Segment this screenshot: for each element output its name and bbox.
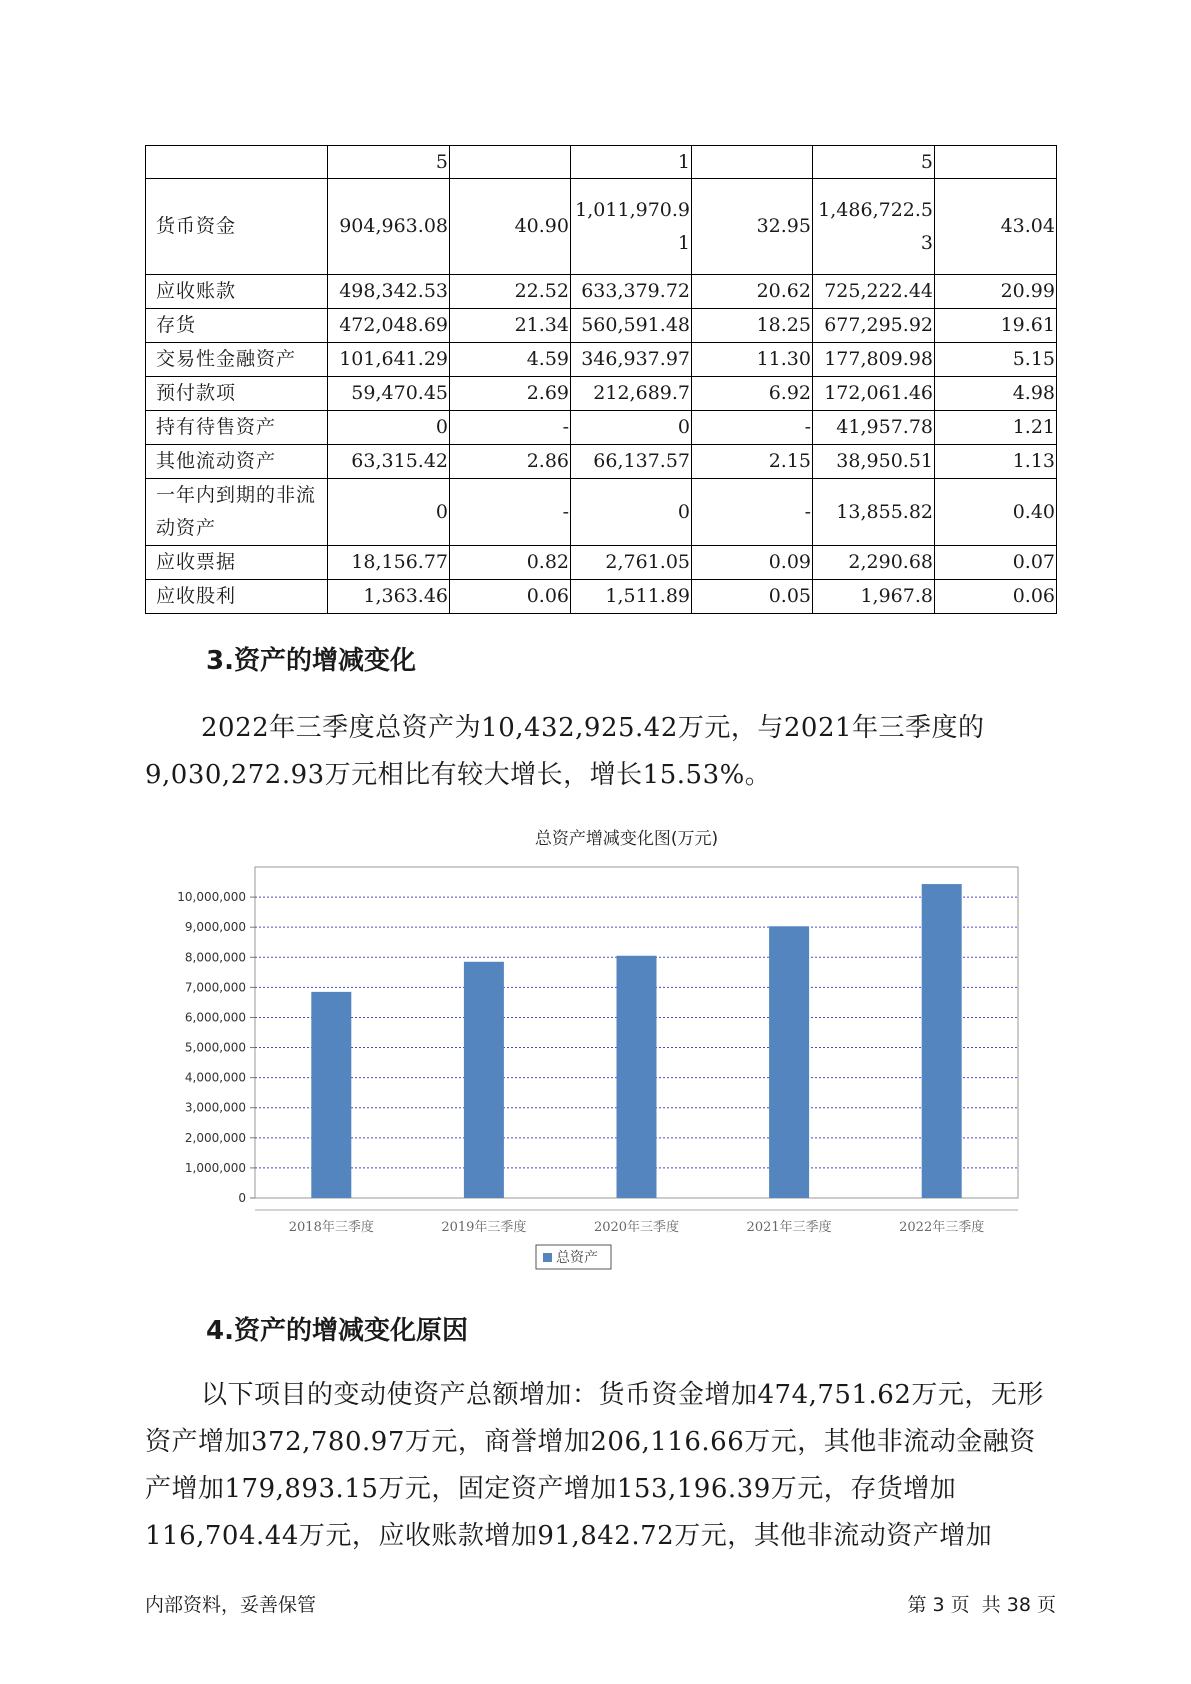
table-cell-text: 2.86: [526, 450, 569, 472]
table-cell-text: 1.21: [1012, 416, 1055, 438]
table-cell-text: 32.95: [756, 215, 811, 237]
bar: [464, 962, 504, 1198]
table-cell-text: 0: [435, 500, 448, 523]
table-cell-p3: [935, 179, 1057, 275]
table-cell-text: 18,156.77: [351, 551, 448, 573]
table-cell-text: 472,048.69: [339, 314, 448, 336]
table-cell-p2: [692, 275, 813, 309]
table-cell-text: 0: [677, 416, 690, 438]
table-cell-p2: [692, 445, 813, 479]
y-tick-label: 3,000,000: [184, 1100, 246, 1115]
asset-table: [145, 145, 1057, 614]
table-cell-v1: [328, 179, 450, 275]
table-cell-text: 0.82: [526, 551, 569, 573]
table-header-cell: [146, 146, 328, 179]
x-tick-label: 2020年三季度: [593, 1220, 680, 1235]
table-row: [146, 411, 1057, 445]
table-cell-text: 预付款项: [156, 382, 237, 404]
table-cell-text: 1.13: [1012, 450, 1055, 472]
legend-label: 总资产: [556, 1250, 598, 1266]
table-row: [146, 377, 1057, 411]
table-cell-v1: [328, 445, 450, 479]
table-cell-text: 20.62: [756, 280, 811, 302]
table-row: [146, 343, 1057, 377]
table-cell-text: -: [562, 416, 569, 438]
table-cell-text: 4.98: [1012, 382, 1055, 404]
bar: [922, 884, 962, 1198]
table-row: [146, 275, 1057, 309]
table-cell-p1: [450, 479, 571, 546]
table-cell-text: 2.15: [768, 450, 811, 472]
bar: [617, 956, 657, 1198]
table-cell-text: -: [804, 416, 811, 438]
table-cell-text: 172,061.46: [824, 382, 933, 404]
table-cell-text: 66,137.57: [593, 450, 690, 472]
table-cell-text: 1,486,722.53: [818, 198, 933, 254]
table-cell-text: 59,470.45: [351, 382, 448, 404]
table-cell-p1: [450, 411, 571, 445]
table-cell-text: 38,950.51: [836, 450, 933, 472]
table-cell-v1: [328, 479, 450, 546]
y-tick-label: 4,000,000: [184, 1070, 246, 1085]
section-3-heading: 3.资产的增减变化: [206, 646, 416, 676]
table-cell-text: 0.06: [1012, 585, 1055, 607]
table-cell-text: 应收票据: [156, 551, 237, 573]
y-tick-label: 6,000,000: [184, 1010, 246, 1025]
table-cell-p2: [692, 580, 813, 614]
table-cell-v2: [571, 546, 692, 580]
x-tick-label: 2021年三季度: [746, 1220, 832, 1235]
table-cell-p1: [450, 309, 571, 343]
table-row-label: [146, 479, 328, 546]
table-cell-p1: [450, 580, 571, 614]
legend-swatch: [543, 1253, 552, 1262]
y-tick-label: 8,000,000: [184, 950, 246, 965]
table-row: [146, 179, 1057, 275]
table-cell-text: 2,290.68: [848, 551, 933, 573]
table-cell-text: -: [804, 500, 811, 523]
table-cell-text: 2.69: [526, 382, 569, 404]
table-cell-text: 19.61: [1000, 314, 1055, 336]
table-cell-text: 40.90: [514, 215, 569, 237]
table-cell-text: 633,379.72: [581, 280, 690, 302]
table-cell-text: 0.40: [1012, 500, 1055, 523]
table-cell-p1: [450, 377, 571, 411]
table-cell-text: 677,295.92: [824, 314, 933, 336]
table-cell-p2: [692, 179, 813, 275]
table-cell-p3: [935, 411, 1057, 445]
table-cell-p2: [692, 377, 813, 411]
table-cell-text: 1,967.8: [860, 585, 933, 607]
table-cell-p1: [450, 179, 571, 275]
table-cell-text: 21.34: [514, 314, 569, 336]
table-cell-text: 6.92: [768, 382, 811, 404]
table-cell-text: 0.06: [526, 585, 569, 607]
table-cell-v3: [813, 343, 935, 377]
table-cell-text: 725,222.44: [824, 280, 933, 302]
table-cell-v2: [571, 275, 692, 309]
table-cell-text: 货币资金: [156, 215, 237, 237]
table-cell-text: 18.25: [756, 314, 811, 336]
table-header-cell: 5: [328, 146, 450, 179]
table-cell-text: -: [562, 500, 569, 523]
table-cell-p3: [935, 580, 1057, 614]
table-cell-p2: [692, 343, 813, 377]
table-cell-text: 1,363.46: [363, 585, 448, 607]
table-cell-v2: [571, 377, 692, 411]
table-header-cell: 1: [571, 146, 692, 179]
table-cell-p3: [935, 546, 1057, 580]
table-row: [146, 479, 1057, 546]
table-cell-v3: [813, 479, 935, 546]
table-cell-v1: [328, 411, 450, 445]
table-cell-p2: [692, 479, 813, 546]
table-row-label: [146, 580, 328, 614]
table-row-label: [146, 343, 328, 377]
table-header-cell: [935, 146, 1057, 179]
table-cell-v3: [813, 179, 935, 275]
table-cell-text: 2,761.05: [605, 551, 690, 573]
table-cell-v1: [328, 343, 450, 377]
table-cell-p3: [935, 445, 1057, 479]
table-row-label: [146, 275, 328, 309]
y-tick-label: 7,000,000: [184, 980, 246, 995]
section-3-paragraph: 2022年三季度总资产为10,432,925.42万元，与2021年三季度的9,030,272.93万元相比有较大增长，增长15.53%。: [145, 713, 985, 790]
table-row: [146, 445, 1057, 479]
table-cell-text: 20.99: [1000, 280, 1055, 302]
table-cell-v1: [328, 377, 450, 411]
table-header-row: [146, 146, 1057, 179]
table-row-label: [146, 309, 328, 343]
table-cell-p2: [692, 546, 813, 580]
table-cell-text: 存货: [156, 314, 197, 336]
table-row-label: [146, 179, 328, 275]
table-cell-v3: [813, 377, 935, 411]
table-cell-text: 其他流动资产: [156, 450, 277, 472]
table-cell-text: 交易性金融资产: [156, 348, 297, 370]
table-header-cell: [450, 146, 571, 179]
table-cell-text: 1,511.89: [605, 585, 690, 607]
table-header-cell: [692, 146, 813, 179]
table-row-label: [146, 377, 328, 411]
y-tick-label: 10,000,000: [177, 890, 246, 905]
table-cell-text: 43.04: [1000, 215, 1055, 237]
table-cell-v3: [813, 275, 935, 309]
table-cell-v3: [813, 309, 935, 343]
bar: [769, 926, 809, 1198]
table-cell-text: 持有待售资产: [156, 416, 277, 438]
table-cell-p1: [450, 275, 571, 309]
table-cell-v2: [571, 411, 692, 445]
table-cell-text: 63,315.42: [351, 450, 448, 472]
chart-title: 总资产增减变化图(万元): [534, 829, 719, 849]
table-cell-text: 一年内到期的非流动资产: [156, 484, 317, 539]
table-cell-text: 498,342.53: [339, 280, 448, 302]
table-row: [146, 580, 1057, 614]
footer-confidential-note: 内部资料，妥善保管: [145, 1594, 317, 1616]
table-cell-v1: [328, 275, 450, 309]
y-tick-label: 2,000,000: [184, 1130, 246, 1145]
x-tick-label: 2022年三季度: [899, 1220, 985, 1235]
table-cell-p1: [450, 445, 571, 479]
table-cell-text: 4.59: [526, 348, 569, 370]
table-cell-v2: [571, 309, 692, 343]
section-4-paragraph: 以下项目的变动使资产总额增加：货币资金增加474,751.62万元，无形资产增加372,780.97万元，商誉增加206,116.66万元，其他非流动金融资产增加179,893.15万元，固定资产增加153,196.39万元，存货增加116,704.44万元，应收账款增加91,842.72万元，其他非流动资产增加: [145, 1380, 1044, 1551]
table-cell-text: 1,011,970.91: [575, 198, 690, 254]
table-cell-p2: [692, 411, 813, 445]
table-cell-text: 11.30: [756, 348, 811, 370]
table-cell-v2: [571, 445, 692, 479]
x-tick-label: 2019年三季度: [441, 1220, 527, 1235]
table-cell-v2: [571, 580, 692, 614]
table-cell-p2: [692, 309, 813, 343]
table-cell-v3: [813, 411, 935, 445]
table-header-cell: 5: [813, 146, 935, 179]
bar: [311, 992, 351, 1198]
x-tick-label: 2018年三季度: [288, 1220, 374, 1235]
table-cell-text: 22.52: [514, 280, 569, 302]
table-cell-p3: [935, 275, 1057, 309]
table-cell-text: 346,937.97: [581, 348, 690, 370]
table-cell-text: 应收账款: [156, 280, 237, 302]
table-cell-v1: [328, 580, 450, 614]
table-cell-text: 13,855.82: [836, 500, 933, 523]
table-cell-v2: [571, 343, 692, 377]
total-assets-bar-chart: [145, 822, 1025, 1282]
table-cell-v1: [328, 309, 450, 343]
table-cell-p3: [935, 377, 1057, 411]
table-cell-text: 5.15: [1012, 348, 1055, 370]
y-tick-label: 5,000,000: [184, 1040, 246, 1055]
table-cell-text: 0: [677, 500, 690, 523]
table-cell-p3: [935, 479, 1057, 546]
y-tick-label: 1,000,000: [184, 1160, 246, 1175]
table-cell-p3: [935, 309, 1057, 343]
table-cell-text: 0.07: [1012, 551, 1055, 573]
table-row-label: [146, 411, 328, 445]
table-cell-p1: [450, 343, 571, 377]
table-row: [146, 309, 1057, 343]
table-cell-v2: [571, 179, 692, 275]
table-cell-v3: [813, 445, 935, 479]
table-row: [146, 546, 1057, 580]
table-cell-text: 904,963.08: [339, 215, 448, 237]
table-cell-text: 0.09: [768, 551, 811, 573]
table-row-label: [146, 445, 328, 479]
table-cell-p1: [450, 546, 571, 580]
y-tick-label: 9,000,000: [184, 920, 246, 935]
table-cell-text: 0.05: [768, 585, 811, 607]
y-tick-label: 0: [238, 1191, 246, 1205]
table-cell-v3: [813, 546, 935, 580]
table-cell-text: 177,809.98: [824, 348, 933, 370]
table-cell-text: 212,689.7: [593, 382, 690, 404]
section-4-heading: 4.资产的增减变化原因: [206, 1316, 468, 1346]
table-cell-text: 101,641.29: [339, 348, 448, 370]
table-cell-text: 0: [435, 416, 448, 438]
table-row-label: [146, 546, 328, 580]
footer-page-number: 第 3 页 共 38 页: [907, 1594, 1056, 1616]
table-cell-text: 应收股利: [156, 585, 237, 607]
table-cell-text: 41,957.78: [836, 416, 933, 438]
table-cell-v2: [571, 479, 692, 546]
table-cell-p3: [935, 343, 1057, 377]
table-cell-v3: [813, 580, 935, 614]
table-cell-v1: [328, 546, 450, 580]
table-cell-text: 560,591.48: [581, 314, 690, 336]
